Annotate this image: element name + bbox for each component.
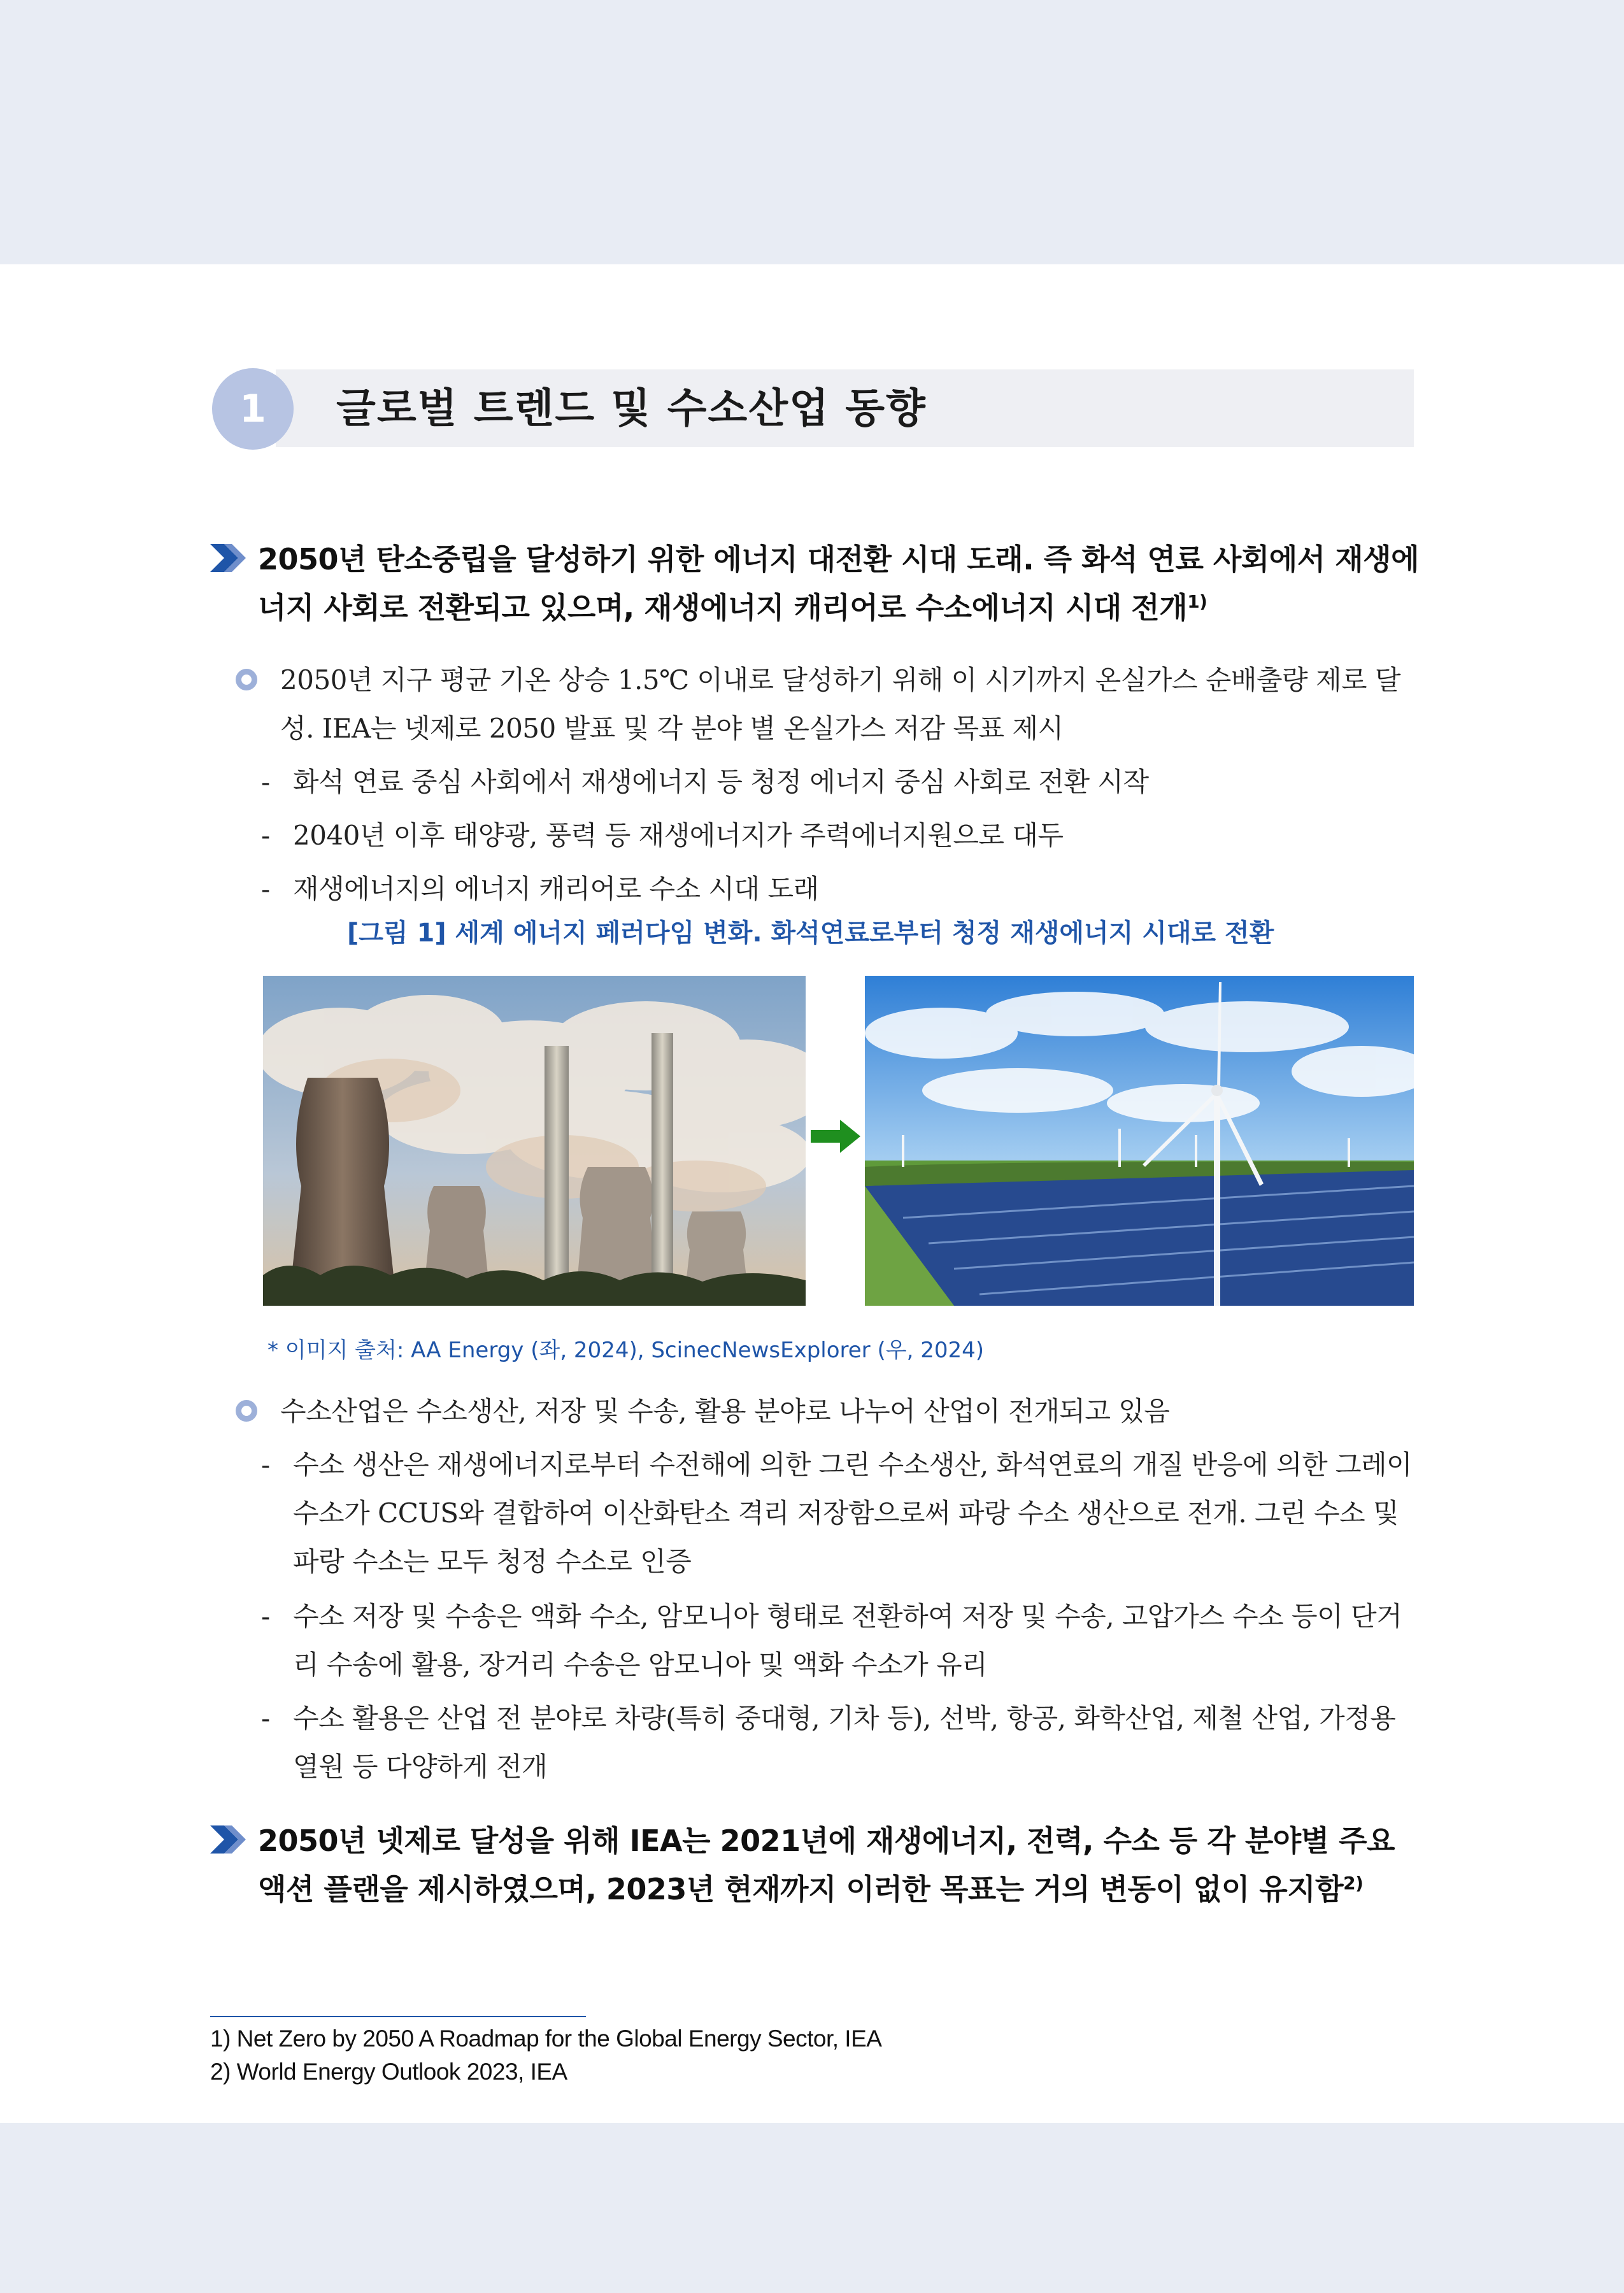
bullet-2-text: 수소산업은 수소생산, 저장 및 수송, 활용 분야로 나누어 산업이 전개되고 있음 [280,1396,1170,1427]
section-title: 글로벌 트렌드 및 수소산업 동향 [336,385,927,432]
section-number: 1 [212,368,294,450]
dash-text: 수소 활용은 산업 전 분야로 차량(특히 중대형, 기차 등), 선박, 항공, 화학산업, 제철 산업, 가정용 열원 등 다양하게 전개 [293,1703,1396,1782]
double-chevron-icon [210,544,246,572]
dash-marker: - [261,820,271,851]
dash-marker: - [261,766,271,797]
headline-1-text: 2050년 탄소중립을 달성하기 위한 에너지 대전환 시대 도래. 즉 화석 연료 사회에서 재생에너지 사회로 전환되고 있으며, 재생에너지 캐리어로 수소에너지 시대 전개 [258,542,1420,625]
dash-marker: - [261,873,271,904]
bullet-2 [236,1387,1420,1436]
bullet-1-text: 2050년 지구 평균 기온 상승 1.5℃ 이내로 달성하기 위해 이 시기까지 온실가스 순배출량 제로 달성. IEA는 넷제로 2050 발표 및 각 분야 별 온실가스 저감 목표 제시 [280,664,1401,744]
dash-marker: - [261,1449,271,1480]
dash-item [261,1592,1420,1689]
dash-item [261,865,1420,913]
dash-text: 2040년 이후 태양광, 풍력 등 재생에너지가 주력에너지원으로 대두 [293,820,1064,851]
header-band [0,0,1624,264]
section-header [212,368,1414,450]
dash-item [261,758,1420,806]
dash-item [261,811,1420,860]
headline-2-text: 2050년 넷제로 달성을 위해 IEA는 2021년에 재생에너지, 전력, 수소 등 각 분야별 주요 액션 플랜을 제시하였으며, 2023년 현재까지 이러한 목표는 거의 변동이 없이 유지함 [258,1824,1395,1906]
footnote-2: 2) World Energy Outlook 2023, IEA [210,2059,567,2085]
dash-text: 화석 연료 중심 사회에서 재생에너지 등 청정 에너지 중심 사회로 전환 시작 [293,766,1149,797]
double-chevron-icon [210,1825,246,1854]
dash-item [261,1441,1420,1586]
footer-band [0,2123,1624,2293]
footnote-divider [210,2016,586,2017]
dash-text: 재생에너지의 에너지 캐리어로 수소 시대 도래 [293,873,819,904]
dash-text: 수소 저장 및 수송은 액화 수소, 암모니아 형태로 전환하여 저장 및 수송, 고압가스 수소 등이 단거리 수송에 활용, 장거리 수송은 암모니아 및 액화 수소가 유리 [293,1601,1402,1680]
figure-caption: [그림 1] 세계 에너지 페러다임 변화. 화석연료로부터 청정 재생에너지 시대로 전환 [347,918,1274,948]
circle-bullet-icon [236,669,257,690]
footnote-ref-1[interactable]: 1) [1187,591,1207,612]
dash-marker: - [261,1601,271,1632]
footnote-1: 1) Net Zero by 2050 A Roadmap for the Global Energy Sector, IEA [210,2025,882,2052]
headline-2 [210,1817,1420,1913]
headline-1 [210,535,1420,632]
dash-marker: - [261,1703,271,1734]
power-plant-image [263,976,806,1306]
bullet-1 [236,656,1420,753]
footnote-ref-2[interactable]: 2) [1343,1873,1364,1894]
dash-item [261,1694,1420,1791]
circle-bullet-icon [236,1400,257,1422]
image-source: * 이미지 출처: AA Energy (좌, 2024), ScinecNewsExplorer (우, 2024) [267,1338,984,1363]
renewable-energy-image [865,976,1414,1306]
arrow-right-icon [811,1120,860,1153]
dash-text: 수소 생산은 재생에너지로부터 수전해에 의한 그린 수소생산, 화석연료의 개질 반응에 의한 그레이 수소가 CCUS와 결합하여 이산화탄소 격리 저장함으로써 파랑 수소 생산으로 전개. 그린 수소 및 파랑 수소는 모두 청정 수소로 인증 [293,1449,1413,1577]
